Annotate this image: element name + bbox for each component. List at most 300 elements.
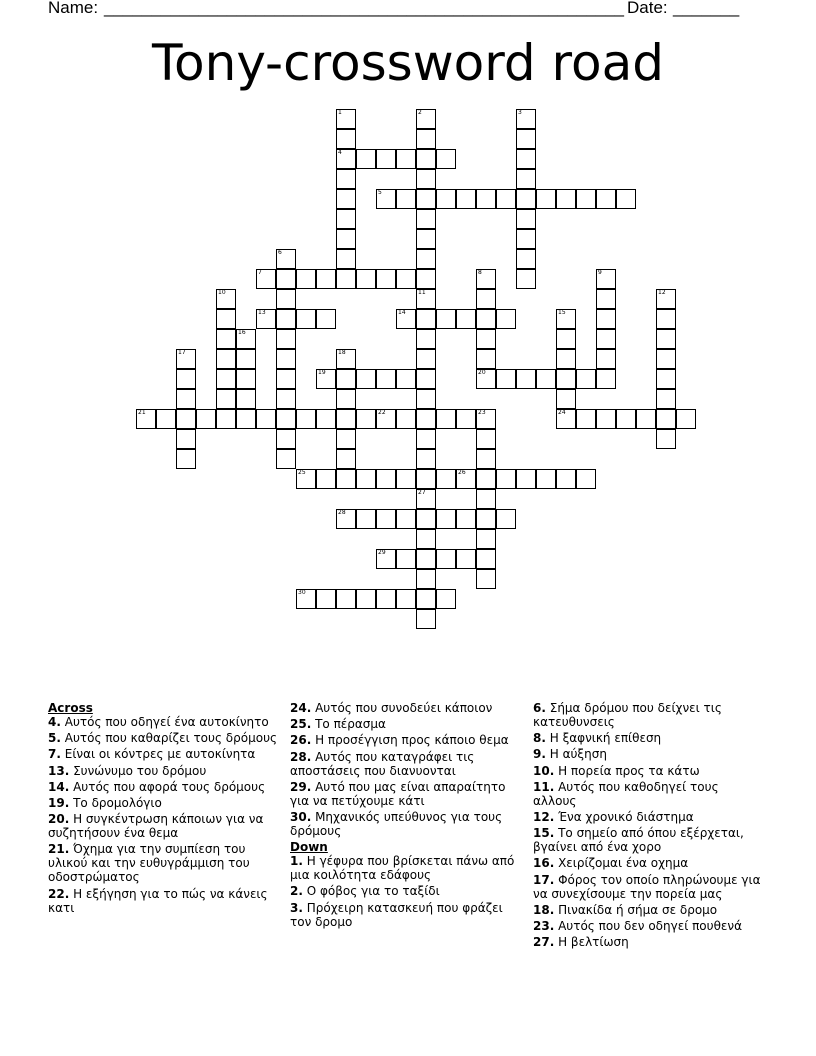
grid-cell[interactable]: [316, 469, 336, 489]
cell-number: 22: [378, 409, 386, 416]
grid-cell[interactable]: [216, 369, 236, 389]
grid-cell[interactable]: [596, 349, 616, 369]
clue-item: [533, 873, 765, 901]
grid-cell[interactable]: [376, 509, 396, 529]
grid-cell[interactable]: [476, 369, 496, 389]
grid-cell[interactable]: [416, 309, 436, 329]
grid-cell[interactable]: [556, 349, 576, 369]
grid-cell[interactable]: [276, 269, 296, 289]
grid-cell[interactable]: [336, 509, 356, 529]
grid-cell[interactable]: [536, 469, 556, 489]
grid-cell[interactable]: [516, 149, 536, 169]
clue-item: [290, 854, 522, 882]
cell-number: 28: [338, 509, 346, 516]
grid-cell[interactable]: [556, 309, 576, 329]
grid-cell[interactable]: [216, 309, 236, 329]
clue-number: 20.: [48, 812, 70, 827]
grid-cell[interactable]: [536, 369, 556, 389]
grid-cell[interactable]: [456, 189, 476, 209]
grid-cell[interactable]: [476, 569, 496, 589]
grid-cell[interactable]: [176, 349, 196, 369]
clue-number: 17.: [533, 872, 555, 887]
grid-cell[interactable]: [516, 209, 536, 229]
grid-cell[interactable]: [556, 329, 576, 349]
clue-number: 19.: [48, 795, 70, 810]
clue-text: Πρόχειρη κατασκευή που φράζει τον δρομο: [290, 900, 503, 929]
grid-cell[interactable]: [416, 509, 436, 529]
grid-cell[interactable]: [336, 269, 356, 289]
grid-cell[interactable]: [456, 309, 476, 329]
grid-cell[interactable]: [436, 469, 456, 489]
grid-cell[interactable]: [296, 309, 316, 329]
grid-cell[interactable]: [596, 329, 616, 349]
clue-item: [290, 810, 522, 838]
grid-cell[interactable]: [616, 409, 636, 429]
grid-cell[interactable]: [356, 269, 376, 289]
clue-number: 1.: [290, 854, 303, 869]
grid-cell[interactable]: [336, 349, 356, 369]
clue-number: 8.: [533, 731, 546, 746]
grid-cell[interactable]: [476, 549, 496, 569]
grid-cell[interactable]: [496, 309, 516, 329]
clue-column-1: [48, 701, 280, 917]
grid-cell[interactable]: [376, 369, 396, 389]
grid-cell[interactable]: [496, 509, 516, 529]
grid-cell[interactable]: [316, 269, 336, 289]
grid-cell[interactable]: [476, 449, 496, 469]
grid-cell[interactable]: [336, 249, 356, 269]
grid-cell[interactable]: [336, 109, 356, 129]
grid-cell[interactable]: [576, 469, 596, 489]
grid-cell[interactable]: [416, 209, 436, 229]
grid-cell[interactable]: [216, 409, 236, 429]
cell-number: 7: [258, 269, 262, 276]
grid-cell[interactable]: [596, 409, 616, 429]
clue-text: Αυτός που καταγράφει τις αποστάσεις που διανυονται: [290, 749, 475, 778]
grid-cell[interactable]: [456, 509, 476, 529]
grid-cell[interactable]: [276, 309, 296, 329]
clue-text: Αυτός που δεν οδηγεί πουθενά: [554, 918, 743, 933]
grid-cell[interactable]: [436, 549, 456, 569]
grid-cell[interactable]: [136, 409, 156, 429]
clue-number: 13.: [48, 763, 70, 778]
grid-cell[interactable]: [656, 309, 676, 329]
grid-cell[interactable]: [416, 109, 436, 129]
clue-item: [290, 750, 522, 778]
clue-text: Η βελτίωση: [554, 935, 629, 950]
clue-text: Σήμα δρόμου που δείχνει τις κατευθυνσεις: [533, 701, 722, 729]
clue-number: 15.: [533, 826, 555, 841]
cell-number: 14: [398, 309, 406, 316]
grid-cell[interactable]: [396, 549, 416, 569]
grid-cell[interactable]: [176, 389, 196, 409]
clue-number: 23.: [533, 918, 555, 933]
grid-cell[interactable]: [436, 409, 456, 429]
grid-cell[interactable]: [216, 349, 236, 369]
cell-number: 8: [478, 269, 482, 276]
grid-cell[interactable]: [176, 409, 196, 429]
grid-cell[interactable]: [336, 149, 356, 169]
clue-text: Πινακίδα ή σήμα σε δρομο: [554, 902, 718, 917]
grid-cell[interactable]: [276, 289, 296, 309]
grid-cell[interactable]: [156, 409, 176, 429]
clue-item: [48, 887, 280, 915]
clue-text: Η ξαφνική επίθεση: [545, 731, 662, 746]
grid-cell[interactable]: [436, 309, 456, 329]
grid-cell[interactable]: [276, 449, 296, 469]
grid-cell[interactable]: [316, 369, 336, 389]
clue-item: [290, 717, 522, 731]
grid-cell[interactable]: [416, 329, 436, 349]
grid-cell[interactable]: [416, 189, 436, 209]
grid-cell[interactable]: [236, 329, 256, 349]
cell-number: 18: [338, 349, 346, 356]
grid-cell[interactable]: [396, 309, 416, 329]
grid-cell[interactable]: [336, 129, 356, 149]
clue-item: [533, 856, 765, 870]
grid-cell[interactable]: [656, 329, 676, 349]
grid-cell[interactable]: [416, 409, 436, 429]
grid-cell[interactable]: [416, 569, 436, 589]
cell-number: 29: [378, 549, 386, 556]
grid-cell[interactable]: [396, 409, 416, 429]
grid-cell[interactable]: [376, 189, 396, 209]
cell-number: 12: [658, 289, 666, 296]
grid-cell[interactable]: [576, 189, 596, 209]
grid-cell[interactable]: [496, 189, 516, 209]
clue-item: [533, 764, 765, 778]
grid-cell[interactable]: [576, 409, 596, 429]
clue-text: Αυτός που καθοδηγεί τους αλλους: [533, 779, 719, 808]
grid-cell[interactable]: [476, 429, 496, 449]
grid-cell[interactable]: [336, 409, 356, 429]
clue-text: Χειρίζομαι ένα οχημα: [554, 856, 689, 871]
clue-item: [533, 903, 765, 917]
grid-cell[interactable]: [376, 269, 396, 289]
grid-cell[interactable]: [596, 309, 616, 329]
clue-item: [533, 780, 765, 808]
clue-text: Συνώνυμο του δρόμου: [69, 763, 207, 778]
grid-cell[interactable]: [516, 189, 536, 209]
grid-cell[interactable]: [376, 469, 396, 489]
cell-number: 4: [338, 149, 342, 156]
clue-item: [48, 796, 280, 810]
clue-item: [48, 780, 280, 794]
grid-cell[interactable]: [216, 289, 236, 309]
grid-cell[interactable]: [396, 149, 416, 169]
clue-item: [533, 826, 765, 854]
grid-cell[interactable]: [396, 509, 416, 529]
grid-cell[interactable]: [296, 409, 316, 429]
grid-cell[interactable]: [656, 289, 676, 309]
clue-text: Αυτό που μας είναι απαραίτητο για να πετύχουμε κάτι: [290, 779, 506, 808]
cell-number: 11: [418, 289, 426, 296]
grid-cell[interactable]: [516, 369, 536, 389]
grid-cell[interactable]: [376, 549, 396, 569]
grid-cell[interactable]: [356, 409, 376, 429]
grid-cell[interactable]: [336, 449, 356, 469]
grid-cell[interactable]: [576, 369, 596, 389]
grid-cell[interactable]: [456, 549, 476, 569]
cell-number: 16: [238, 329, 246, 336]
grid-cell[interactable]: [436, 189, 456, 209]
clue-text: Ο φόβος για το ταξίδι: [302, 884, 440, 899]
clue-text: Η γέφυρα που βρίσκεται πάνω από μια κοιλότητα εδάφους: [290, 854, 515, 883]
clue-item: [48, 842, 280, 884]
grid-cell[interactable]: [236, 349, 256, 369]
grid-cell[interactable]: [476, 309, 496, 329]
grid-cell[interactable]: [316, 309, 336, 329]
clue-text: Ένα χρονικό διάστημα: [554, 809, 694, 824]
clue-number: 4.: [48, 715, 61, 729]
cell-number: 23: [478, 409, 486, 416]
name-label: Name:: [48, 0, 103, 17]
clue-number: 7.: [48, 747, 61, 762]
grid-cell[interactable]: [476, 469, 496, 489]
grid-cell[interactable]: [416, 429, 436, 449]
clue-item: [290, 780, 522, 808]
clue-number: 28.: [290, 749, 312, 764]
grid-cell[interactable]: [436, 149, 456, 169]
grid-cell[interactable]: [416, 269, 436, 289]
grid-cell[interactable]: [336, 229, 356, 249]
grid-cell[interactable]: [296, 589, 316, 609]
clue-text: Είναι οι κόντρες με αυτοκίνητα: [60, 747, 256, 762]
grid-cell[interactable]: [516, 129, 536, 149]
cell-number: 20: [478, 369, 486, 376]
grid-cell[interactable]: [356, 469, 376, 489]
grid-cell[interactable]: [416, 449, 436, 469]
grid-cell[interactable]: [336, 169, 356, 189]
clue-text: Το πέρασμα: [311, 717, 386, 732]
grid-cell[interactable]: [556, 389, 576, 409]
grid-cell[interactable]: [416, 229, 436, 249]
grid-cell[interactable]: [596, 269, 616, 289]
grid-cell[interactable]: [516, 229, 536, 249]
grid-cell[interactable]: [336, 429, 356, 449]
grid-cell[interactable]: [376, 149, 396, 169]
grid-cell[interactable]: [376, 589, 396, 609]
grid-cell[interactable]: [276, 329, 296, 349]
clue-number: 9.: [533, 747, 546, 762]
grid-cell[interactable]: [336, 589, 356, 609]
grid-cell[interactable]: [236, 409, 256, 429]
grid-cell[interactable]: [556, 469, 576, 489]
date-label: Date:: [627, 0, 673, 17]
grid-cell[interactable]: [476, 489, 496, 509]
cell-number: 5: [378, 189, 382, 196]
grid-cell[interactable]: [496, 469, 516, 489]
grid-cell[interactable]: [476, 289, 496, 309]
grid-cell[interactable]: [296, 469, 316, 489]
name-field[interactable]: _______________________________________________________: [104, 0, 625, 17]
grid-cell[interactable]: [376, 409, 396, 429]
grid-cell[interactable]: [556, 369, 576, 389]
grid-cell[interactable]: [256, 409, 276, 429]
grid-cell[interactable]: [396, 189, 416, 209]
grid-cell[interactable]: [456, 469, 476, 489]
clue-item: [533, 747, 765, 761]
grid-cell[interactable]: [416, 349, 436, 369]
grid-cell[interactable]: [516, 269, 536, 289]
grid-cell[interactable]: [656, 369, 676, 389]
grid-cell[interactable]: [616, 189, 636, 209]
grid-cell[interactable]: [476, 329, 496, 349]
grid-cell[interactable]: [236, 369, 256, 389]
clue-text: Αυτός που συνοδεύει κάποιον: [311, 701, 493, 715]
grid-cell[interactable]: [176, 429, 196, 449]
grid-cell[interactable]: [416, 469, 436, 489]
grid-cell[interactable]: [416, 129, 436, 149]
grid-cell[interactable]: [516, 469, 536, 489]
grid-cell[interactable]: [556, 189, 576, 209]
grid-cell[interactable]: [476, 189, 496, 209]
grid-cell[interactable]: [676, 409, 696, 429]
grid-cell[interactable]: [656, 349, 676, 369]
grid-cell[interactable]: [396, 589, 416, 609]
date-field[interactable]: _______: [673, 0, 740, 17]
grid-cell[interactable]: [636, 409, 656, 429]
grid-cell[interactable]: [456, 409, 476, 429]
cell-number: 24: [558, 409, 566, 416]
grid-cell[interactable]: [216, 389, 236, 409]
page-title: Tony-crossword road: [152, 34, 664, 92]
grid-cell[interactable]: [416, 489, 436, 509]
clue-item: [290, 901, 522, 929]
grid-cell[interactable]: [296, 269, 316, 289]
grid-cell[interactable]: [256, 309, 276, 329]
grid-cell[interactable]: [516, 249, 536, 269]
clue-item: [533, 701, 765, 729]
grid-cell[interactable]: [356, 369, 376, 389]
grid-cell[interactable]: [396, 469, 416, 489]
cell-number: 25: [298, 469, 306, 476]
cell-number: 27: [418, 489, 426, 496]
grid-cell[interactable]: [416, 389, 436, 409]
grid-cell[interactable]: [276, 369, 296, 389]
grid-cell[interactable]: [416, 529, 436, 549]
clue-text: Η πορεία προς τα κάτω: [554, 763, 700, 778]
grid-cell[interactable]: [496, 369, 516, 389]
grid-cell[interactable]: [276, 389, 296, 409]
cell-number: 9: [598, 269, 602, 276]
clue-item: [533, 935, 765, 949]
grid-cell[interactable]: [336, 369, 356, 389]
down-heading: Down: [290, 840, 328, 855]
grid-cell[interactable]: [416, 589, 436, 609]
grid-cell[interactable]: [596, 289, 616, 309]
grid-cell[interactable]: [416, 609, 436, 629]
grid-cell[interactable]: [236, 389, 256, 409]
grid-cell[interactable]: [596, 369, 616, 389]
clue-number: 18.: [533, 902, 555, 917]
grid-cell[interactable]: [656, 389, 676, 409]
cell-number: 19: [318, 369, 326, 376]
cell-number: 10: [218, 289, 226, 296]
clue-number: 3.: [290, 900, 303, 915]
clue-number: 16.: [533, 856, 555, 871]
cell-number: 13: [258, 309, 266, 316]
grid-cell[interactable]: [476, 409, 496, 429]
grid-cell[interactable]: [516, 169, 536, 189]
clue-text: Το δρομολόγιο: [69, 795, 162, 810]
grid-cell[interactable]: [336, 389, 356, 409]
grid-cell[interactable]: [396, 369, 416, 389]
clue-text: Φόρος τον οποίο πληρώνουμε για να συνεχίσουμε την πορεία μας: [533, 872, 761, 901]
grid-cell[interactable]: [416, 249, 436, 269]
grid-cell[interactable]: [176, 449, 196, 469]
grid-cell[interactable]: [656, 409, 676, 429]
grid-cell[interactable]: [356, 149, 376, 169]
grid-cell[interactable]: [336, 189, 356, 209]
grid-cell[interactable]: [656, 429, 676, 449]
grid-cell[interactable]: [396, 269, 416, 289]
grid-cell[interactable]: [416, 149, 436, 169]
grid-cell[interactable]: [416, 169, 436, 189]
clue-number: 26.: [290, 733, 312, 748]
grid-cell[interactable]: [476, 349, 496, 369]
clue-text: Η αύξηση: [545, 747, 607, 762]
cell-number: 15: [558, 309, 566, 316]
grid-cell[interactable]: [336, 209, 356, 229]
across-heading: Across: [48, 701, 93, 715]
grid-cell[interactable]: [536, 189, 556, 209]
grid-cell[interactable]: [476, 509, 496, 529]
clue-number: 5.: [48, 731, 61, 746]
grid-cell[interactable]: [336, 469, 356, 489]
cell-number: 21: [138, 409, 146, 416]
grid-cell[interactable]: [596, 189, 616, 209]
clue-item: [533, 810, 765, 824]
grid-cell[interactable]: [316, 589, 336, 609]
clue-number: 29.: [290, 779, 312, 794]
clue-item: [48, 715, 280, 729]
grid-cell[interactable]: [476, 269, 496, 289]
clue-number: 10.: [533, 763, 555, 778]
grid-cell[interactable]: [276, 429, 296, 449]
grid-cell[interactable]: [356, 509, 376, 529]
cell-number: 3: [518, 109, 522, 116]
grid-cell[interactable]: [476, 529, 496, 549]
grid-cell[interactable]: [416, 549, 436, 569]
grid-cell[interactable]: [316, 409, 336, 429]
grid-cell[interactable]: [176, 369, 196, 389]
clue-item: [48, 731, 280, 745]
grid-cell[interactable]: [196, 409, 216, 429]
grid-cell[interactable]: [276, 349, 296, 369]
grid-cell[interactable]: [516, 109, 536, 129]
clue-number: 6.: [533, 701, 546, 715]
grid-cell[interactable]: [416, 289, 436, 309]
grid-cell[interactable]: [256, 269, 276, 289]
clue-item: [290, 701, 522, 715]
cell-number: 30: [298, 589, 306, 596]
clue-item: [533, 731, 765, 745]
grid-cell[interactable]: [556, 409, 576, 429]
clue-item: [48, 812, 280, 840]
clue-number: 11.: [533, 779, 555, 794]
grid-cell[interactable]: [416, 369, 436, 389]
grid-cell[interactable]: [276, 249, 296, 269]
clue-item: [290, 733, 522, 747]
grid-cell[interactable]: [356, 589, 376, 609]
grid-cell[interactable]: [276, 409, 296, 429]
grid-cell[interactable]: [436, 589, 456, 609]
grid-cell[interactable]: [436, 509, 456, 529]
clue-column-2: [290, 701, 522, 931]
clue-number: 14.: [48, 779, 70, 794]
grid-cell[interactable]: [216, 329, 236, 349]
